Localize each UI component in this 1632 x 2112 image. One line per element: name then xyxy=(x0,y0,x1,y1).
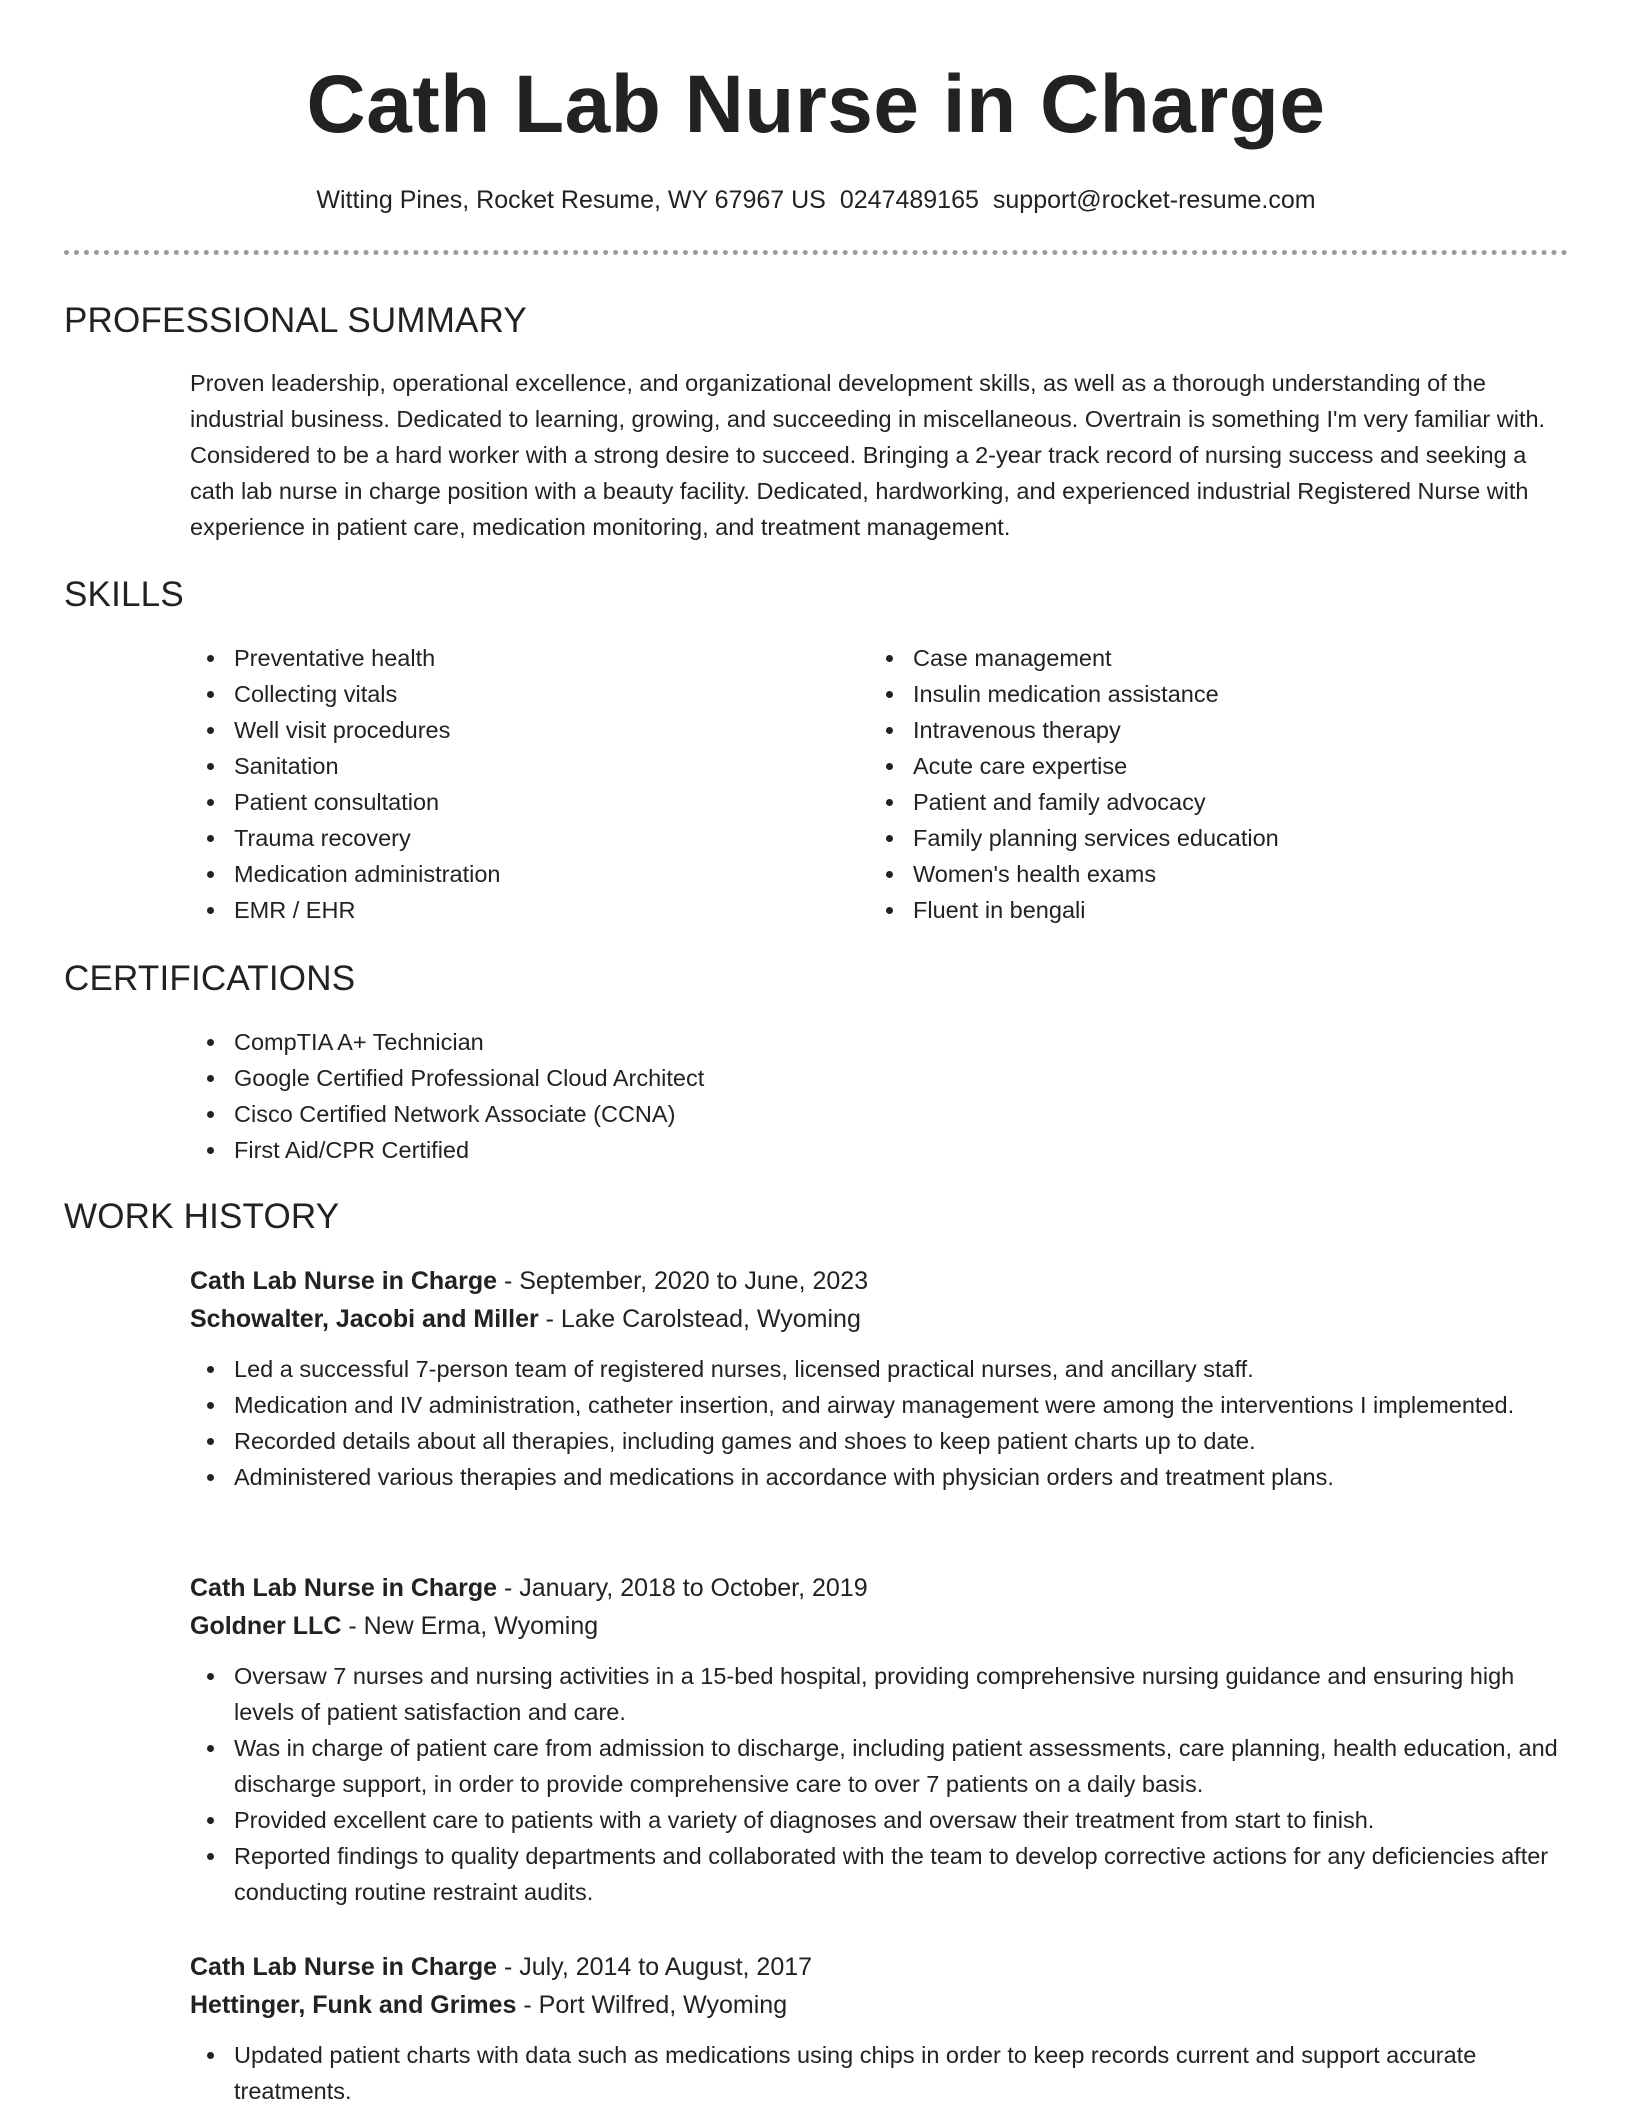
skills-list-left xyxy=(190,640,850,928)
certification-item: Cisco Certified Network Associate (CCNA) xyxy=(190,1096,1190,1132)
contact-address: Witting Pines, Rocket Resume, WY 67967 US xyxy=(316,186,826,214)
job-company: Schowalter, Jacobi and Miller xyxy=(190,1305,539,1333)
contact-line xyxy=(0,183,1632,217)
certification-item: CompTIA A+ Technician xyxy=(190,1024,1190,1060)
certification-item: First Aid/CPR Certified xyxy=(190,1132,1190,1168)
job-location: - Lake Carolstead, Wyoming xyxy=(538,1305,861,1333)
skill-item: Acute care expertise xyxy=(869,748,1569,784)
skill-item: Preventative health xyxy=(190,640,850,676)
skill-item: EMR / EHR xyxy=(190,892,850,928)
header-divider xyxy=(64,250,1568,255)
skill-item: Collecting vitals xyxy=(190,676,850,712)
skill-item: Well visit procedures xyxy=(190,712,850,748)
job-bullets xyxy=(190,2037,1570,2109)
job-title-line xyxy=(190,1948,1570,1986)
skill-item: Medication administration xyxy=(190,856,850,892)
skill-item: Women's health exams xyxy=(869,856,1569,892)
job-bullet: Oversaw 7 nurses and nursing activities in a 15-bed hospital, providing comprehensive nursing guidance and ensuring high levels of patient satisfaction and care. xyxy=(190,1658,1570,1730)
job-dates: - September, 2020 to June, 2023 xyxy=(497,1267,869,1295)
summary-heading: PROFESSIONAL SUMMARY xyxy=(64,301,527,340)
job-bullet: Medication and IV administration, catheter insertion, and airway management were among the interventions I implemented. xyxy=(190,1387,1570,1423)
job-bullet: Administered various therapies and medications in accordance with physician orders and treatment plans. xyxy=(190,1459,1570,1495)
contact-email[interactable]: support@rocket-resume.com xyxy=(992,186,1316,214)
job-title-line xyxy=(190,1262,1570,1300)
job-bullets xyxy=(190,1658,1570,1910)
job-bullet: Reported findings to quality departments and collaborated with the team to develop corrective actions for any deficiencies after conducting routine restraint audits. xyxy=(190,1838,1570,1910)
job-bullet: Led a successful 7-person team of registered nurses, licensed practical nurses, and ancillary staff. xyxy=(190,1351,1570,1387)
skill-item: Family planning services education xyxy=(869,820,1569,856)
certification-item: Google Certified Professional Cloud Architect xyxy=(190,1060,1190,1096)
skill-item: Fluent in bengali xyxy=(869,892,1569,928)
skill-item: Sanitation xyxy=(190,748,850,784)
job-company: Goldner LLC xyxy=(190,1612,342,1640)
job-entry xyxy=(190,1948,1570,2109)
job-role: Cath Lab Nurse in Charge xyxy=(190,1953,497,1981)
summary-text: Proven leadership, operational excellence, and organizational development skills, as well as a thorough understanding of the industrial business. Dedicated to learning, growing, and succeeding in miscellaneous. Overtrain is something I'm very familiar with. Considered to be a hard worker with a strong desire to succeed. Bringing a 2-year track record of nursing success and seeking a cath lab nurse in charge position with a beauty facility. Dedicated, hardworking, and experienced industrial Registered Nurse with experience in patient care, medication monitoring, and treatment management. xyxy=(190,370,1546,540)
job-location: - Port Wilfred, Wyoming xyxy=(516,1991,788,2019)
job-bullet: Updated patient charts with data such as medications using chips in order to keep records current and support accurate treatments. xyxy=(190,2037,1570,2109)
work-history-heading: WORK HISTORY xyxy=(64,1197,340,1236)
skill-item: Patient and family advocacy xyxy=(869,784,1569,820)
job-role: Cath Lab Nurse in Charge xyxy=(190,1574,497,1602)
skill-item: Case management xyxy=(869,640,1569,676)
job-dates: - July, 2014 to August, 2017 xyxy=(497,1953,813,1981)
job-bullets xyxy=(190,1351,1570,1495)
resume-name: Cath Lab Nurse in Charge xyxy=(306,59,1326,150)
job-title-line xyxy=(190,1569,1570,1607)
certifications-heading: CERTIFICATIONS xyxy=(64,959,356,998)
job-role: Cath Lab Nurse in Charge xyxy=(190,1267,497,1295)
certifications-list xyxy=(190,1024,1190,1168)
contact-phone: 0247489165 xyxy=(839,186,979,214)
job-company-line xyxy=(190,1607,1570,1645)
job-company-line xyxy=(190,1300,1570,1338)
job-company: Hettinger, Funk and Grimes xyxy=(190,1991,517,2019)
skills-list-right xyxy=(869,640,1569,928)
job-company-line xyxy=(190,1986,1570,2024)
skill-item: Intravenous therapy xyxy=(869,712,1569,748)
job-entry xyxy=(190,1262,1570,1495)
skill-item: Insulin medication assistance xyxy=(869,676,1569,712)
job-bullet: Recorded details about all therapies, including games and shoes to keep patient charts up to date. xyxy=(190,1423,1570,1459)
job-dates: - January, 2018 to October, 2019 xyxy=(497,1574,868,1602)
skills-heading: SKILLS xyxy=(64,575,184,614)
job-bullet: Was in charge of patient care from admission to discharge, including patient assessments, care planning, health education, and discharge support, in order to provide comprehensive care to over 7 patients on a daily basis. xyxy=(190,1730,1570,1802)
skill-item: Patient consultation xyxy=(190,784,850,820)
skill-item: Trauma recovery xyxy=(190,820,850,856)
job-entry xyxy=(190,1569,1570,1910)
job-bullet: Provided excellent care to patients with a variety of diagnoses and oversaw their treatment from start to finish. xyxy=(190,1802,1570,1838)
job-location: - New Erma, Wyoming xyxy=(341,1612,599,1640)
